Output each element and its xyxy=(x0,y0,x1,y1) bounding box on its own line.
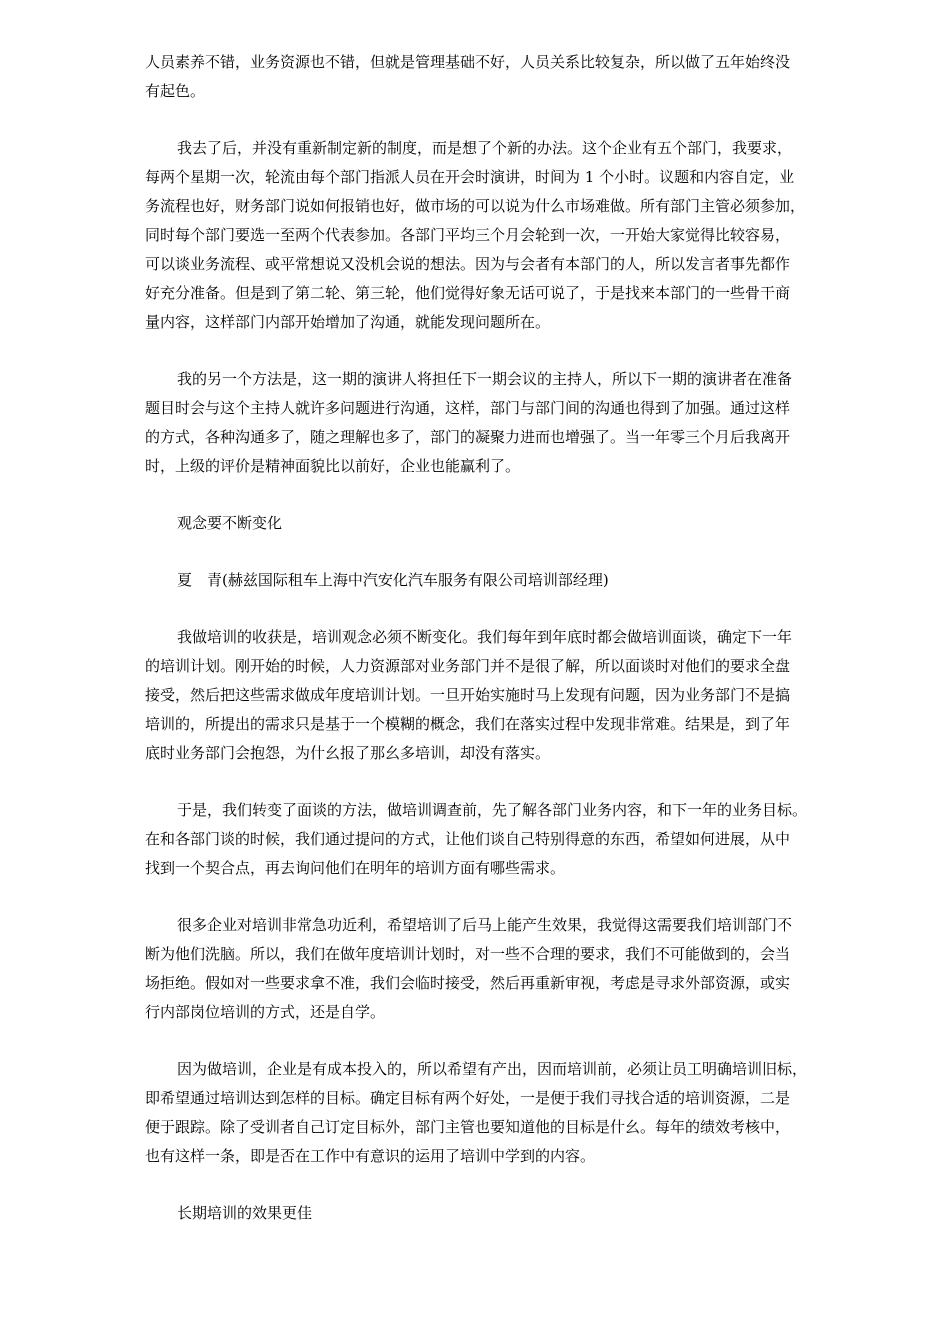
text-line: 的培训计划。刚开始的时候，人力资源部对业务部门并不是很了解，所以面谈时对他们的要求全盘 xyxy=(145,657,791,675)
text-line: 的方式，各种沟通多了，随之理解也多了，部门的凝聚力进而也增强了。当一年零三个月后我离开 xyxy=(145,428,791,446)
text-line: 行内部岗位培训的方式，还是自学。 xyxy=(145,1003,386,1021)
text-line: 人员素养不错，业务资源也不错，但就是管理基础不好，人员关系比较复杂，所以做了五年始终没 xyxy=(145,53,791,71)
paragraph-4 xyxy=(145,796,883,883)
text-line: 有起色。 xyxy=(145,82,206,100)
text-line: 务流程也好，财务部门说如何报销也好，做市场的可以说为什么市场难做。所有部门主管必须参加， xyxy=(145,197,806,215)
paragraph-1 xyxy=(145,134,883,337)
text-line: 接受，然后把这些需求做成年度培训计划。一旦开始实施时马上发现有问题，因为业务部门不是搞 xyxy=(145,686,791,704)
text-line: 题目时会与这个主持人就许多问题进行沟通，这样，部门与部门间的沟通也得到了加强。通过这样 xyxy=(145,399,791,417)
text-line: 每两个星期一次，轮流由每个部门指派人员在开会时演讲，时间为 1 个小时。议题和内容自定，业 xyxy=(145,168,795,186)
section-heading: 长期培训的效果更佳 xyxy=(177,1204,313,1222)
text-line: 于是，我们转变了面谈的方法，做培训调查前，先了解各部门业务内容，和下一年的业务目标。 xyxy=(177,801,808,819)
section-heading: 观念要不断变化 xyxy=(177,514,283,532)
paragraph-3 xyxy=(145,623,883,768)
text-line: 我的另一个方法是，这一期的演讲人将担任下一期会议的主持人，所以下一期的演讲者在准备 xyxy=(177,370,793,388)
text-line: 同时每个部门要选一至两个代表参加。各部门平均三个月会轮到一次，一开始大家觉得比较容易， xyxy=(145,226,791,244)
text-line: 量内容，这样部门内部开始增加了沟通，就能发现问题所在。 xyxy=(145,313,551,331)
text-line: 断为他们洗脑。所以，我们在做年度培训计划时，对一些不合理的要求，我们不可能做到的，会当 xyxy=(145,945,791,963)
text-line: 我去了后，并没有重新制定新的制度，而是想了个新的办法。这个企业有五个部门，我要求， xyxy=(177,139,793,157)
text-line: 时，上级的评价是精神面貌比以前好，企业也能赢利了。 xyxy=(145,457,521,475)
paragraph-6 xyxy=(145,1055,883,1171)
text-line: 在和各部门谈的时候，我们通过提问的方式，让他们谈自己特别得意的东西，希望如何进展，从中 xyxy=(145,830,791,848)
text-line: 培训的，所提出的需求只是基于一个模糊的概念，我们在落实过程中发现非常难。结果是，到了年 xyxy=(145,715,791,733)
text-line: 很多企业对培训非常急功近利，希望培训了后马上能产生效果，我觉得这需要我们培训部门不 xyxy=(177,916,793,934)
text-line: 也有这样一条，即是否在工作中有意识的运用了培训中学到的内容。 xyxy=(145,1147,596,1165)
paragraph-5 xyxy=(145,911,883,1027)
text-line: 便于跟踪。除了受训者自己订定目标外，部门主管也要知道他的目标是什幺。每年的绩效考核中， xyxy=(145,1118,791,1136)
text-line: 可以谈业务流程、或平常想说又没机会说的想法。因为与会者有本部门的人，所以发言者事先都作 xyxy=(145,255,791,273)
paragraph-0 xyxy=(145,48,883,106)
text-line: 因为做培训，企业是有成本投入的，所以希望有产出，因而培训前，必须让员工明确培训旧标， xyxy=(177,1060,808,1078)
paragraph-2 xyxy=(145,365,883,481)
text-line: 好充分准备。但是到了第二轮、第三轮，他们觉得好象无话可说了，于是找来本部门的一些骨干商 xyxy=(145,284,791,302)
text-line: 底时业务部门会抱怨，为什幺报了那幺多培训，却没有落实。 xyxy=(145,744,551,762)
document-page xyxy=(145,48,883,1256)
text-line: 场拒绝。假如对一些要求拿不准，我们会临时接受，然后再重新审视，考虑是寻求外部资源，或实 xyxy=(145,974,791,992)
text-line: 找到一个契合点，再去询问他们在明年的培训方面有哪些需求。 xyxy=(145,859,566,877)
author-line: 夏 青(赫兹国际租车上海中汽安化汽车服务有限公司培训部经理) xyxy=(177,571,609,589)
text-line: 我做培训的收获是，培训观念必须不断变化。我们每年到年底时都会做培训面谈，确定下一年 xyxy=(177,628,793,646)
text-line: 即希望通过培训达到怎样的目标。确定目标有两个好处，一是便于我们寻找合适的培训资源，二是 xyxy=(145,1089,791,1107)
